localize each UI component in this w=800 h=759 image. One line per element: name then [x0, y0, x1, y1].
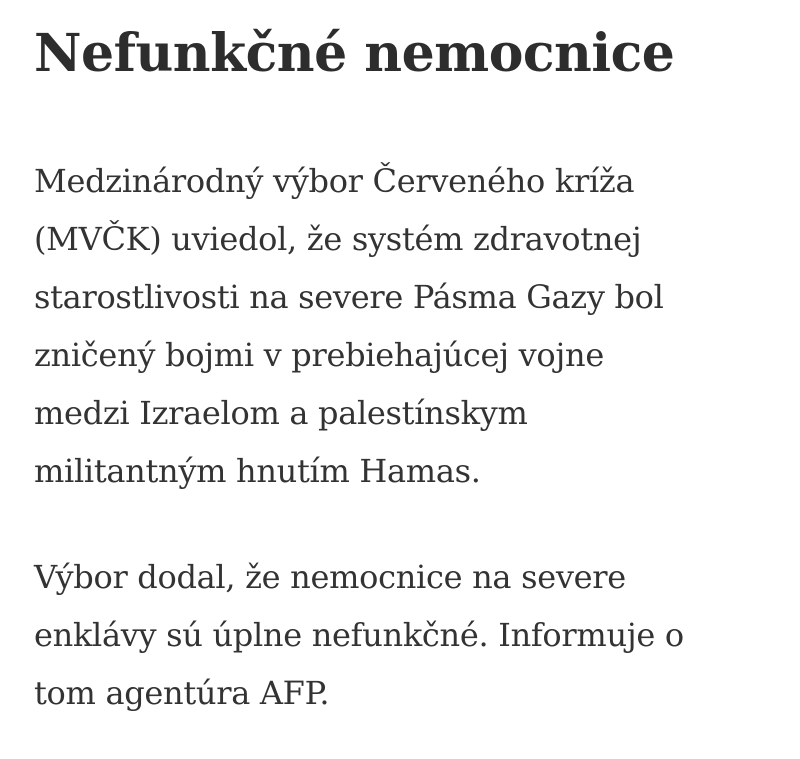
- article-paragraph-1: [34, 152, 784, 500]
- article-paragraph-2: [34, 548, 784, 722]
- paragraph-line: starostlivosti na severe Pásma Gazy bol: [34, 278, 664, 316]
- paragraph-line: Medzinárodný výbor Červeného kríža: [34, 162, 635, 200]
- article-title: Nefunkčné nemocnice: [34, 23, 675, 84]
- article: [34, 0, 784, 722]
- paragraph-line: zničený bojmi v prebiehajúcej vojne: [34, 336, 604, 374]
- paragraph-line: (MVČK) uviedol, že systém zdravotnej: [34, 220, 642, 258]
- paragraph-line: tom agentúra AFP.: [34, 674, 330, 712]
- paragraph-line: enklávy sú úplne nefunkčné. Informuje o: [34, 616, 684, 654]
- paragraph-line: medzi Izraelom a palestínskym: [34, 394, 528, 432]
- paragraph-line: militantným hnutím Hamas.: [34, 452, 481, 490]
- paragraph-line: Výbor dodal, že nemocnice na severe: [34, 558, 626, 596]
